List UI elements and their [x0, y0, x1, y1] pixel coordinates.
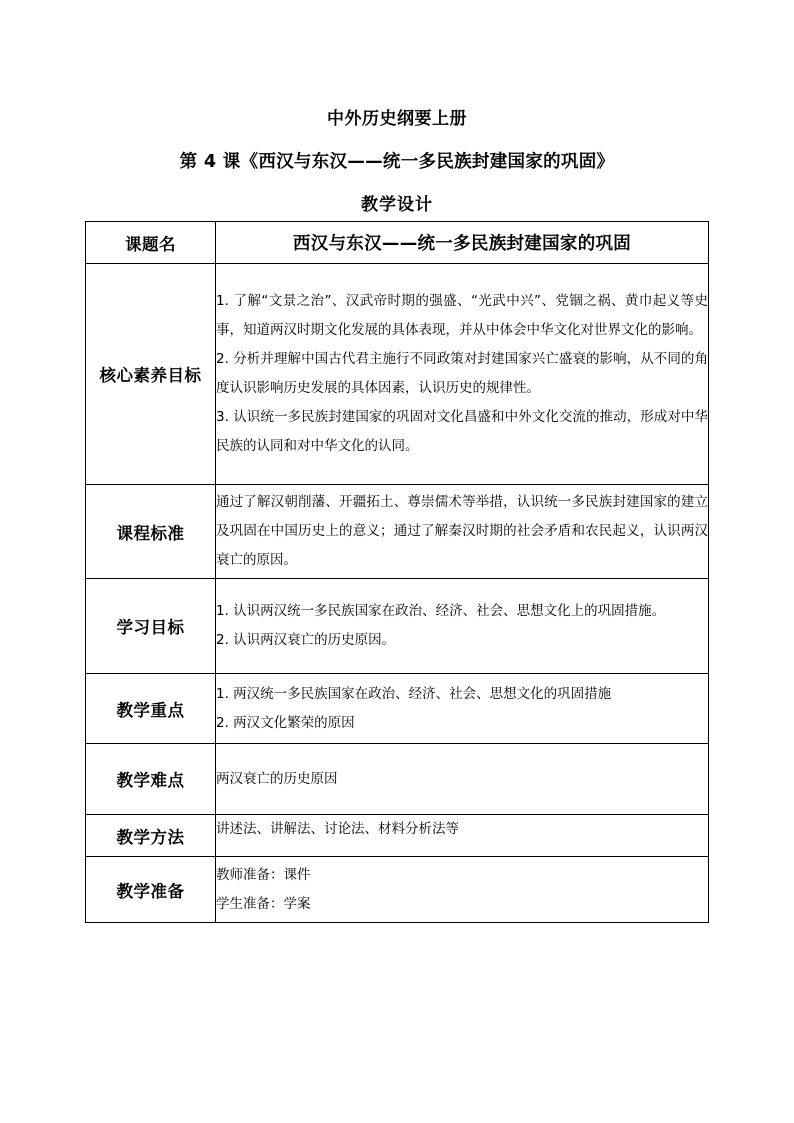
table-row-title	[86, 222, 709, 264]
row-content	[216, 815, 709, 857]
table-row-core-objectives	[86, 264, 709, 485]
table-row-methods	[86, 815, 709, 857]
table-row-difficulties	[86, 744, 709, 815]
row-content	[216, 485, 709, 579]
row-content	[216, 744, 709, 815]
paragraph: 学生准备：学案	[216, 895, 311, 912]
row-label: 课程标准	[86, 485, 216, 579]
row-content	[216, 264, 709, 485]
lesson-plan-table	[85, 221, 709, 923]
table-row-key-points	[86, 674, 709, 744]
paragraph: 教师准备：课件	[216, 866, 311, 883]
paragraph: 1. 两汉统一多民族国家在政治、经济、社会、思想文化的巩固措施	[216, 685, 612, 702]
document-subtitle: 教学设计	[361, 195, 433, 215]
paragraph: 2. 分析并理解中国古代君主施行不同政策对封建国家兴亡盛衰的影响，从不同的角度认识影响历史发展的具体因素，认识历史的规律性。	[216, 351, 708, 396]
row-label: 教学准备	[86, 857, 216, 923]
paragraph: 讲述法、讲解法、讨论法、材料分析法等	[216, 821, 459, 837]
row-label: 教学重点	[86, 674, 216, 744]
row-label: 学习目标	[86, 579, 216, 674]
table-row-preparation	[86, 857, 709, 923]
row-label: 课题名	[86, 222, 216, 264]
table-row-curriculum-standard	[86, 485, 709, 579]
row-label: 核心素养目标	[86, 264, 216, 485]
paragraph: 两汉衰亡的历史原因	[216, 770, 338, 787]
table-row-learning-objectives	[86, 579, 709, 674]
lesson-title: 第 4 课《西汉与东汉——统一多民族封建国家的巩固》	[179, 152, 615, 172]
paragraph: 2. 两汉文化繁荣的原因	[216, 714, 355, 731]
paragraph: 2. 认识两汉衰亡的历史原因。	[216, 632, 396, 648]
paragraph: 3. 认识统一多民族封建国家的巩固对文化昌盛和中外文化交流的推动，形成对中华民族的认同和对中华文化的认同。	[216, 409, 708, 454]
paragraph: 通过了解汉朝削藩、开疆拓土、尊崇儒术等举措，认识统一多民族封建国家的建立及巩固在中国历史上的意义；通过了解秦汉时期的社会矛盾和农民起义，认识两汉衰亡的原因。	[216, 494, 708, 568]
paragraph: 1. 了解“文景之治”、汉武帝时期的强盛、“光武中兴”、党锢之祸、黄巾起义等史事，知道两汉时期文化发展的具体表现，并从中体会中华文化对世界文化的影响。	[216, 293, 708, 338]
topic-name: 西汉与东汉——统一多民族封建国家的巩固	[216, 222, 709, 264]
row-content	[216, 674, 709, 744]
row-content	[216, 579, 709, 674]
document-title: 中外历史纲要上册	[327, 109, 467, 129]
row-content	[216, 857, 709, 923]
paragraph: 1. 认识两汉统一多民族国家在政治、经济、社会、思想文化上的巩固措施。	[216, 603, 666, 619]
row-label: 教学难点	[86, 744, 216, 815]
row-label: 教学方法	[86, 815, 216, 857]
